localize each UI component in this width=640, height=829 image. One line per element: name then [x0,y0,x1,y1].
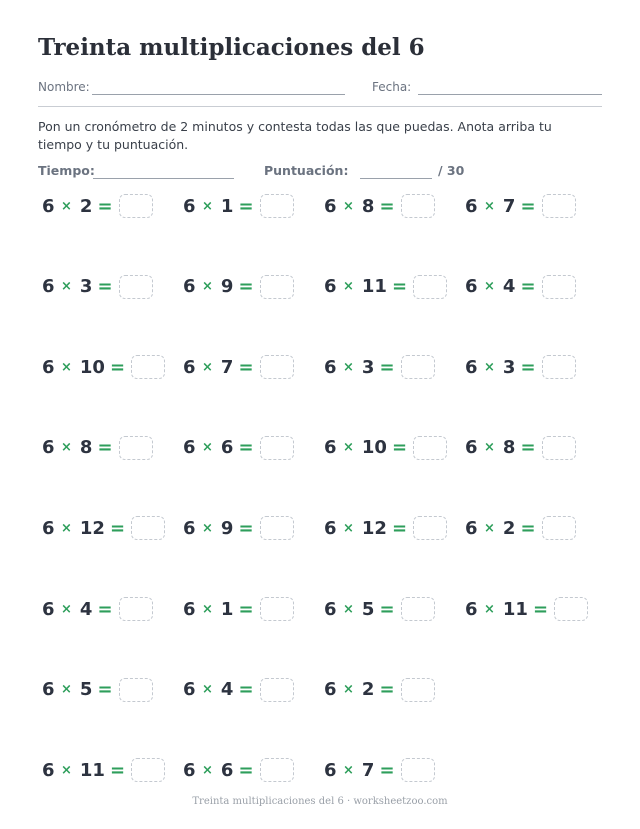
times-sign: × [484,198,495,214]
equals-sign: = [532,598,549,620]
equals-sign: = [379,195,395,217]
equals-sign: = [238,195,254,217]
multiplicand: 6 [324,517,337,539]
answer-box[interactable] [401,597,435,621]
problem-30 [324,757,435,783]
multiplier: 11 [79,759,105,781]
problem-23 [324,596,435,622]
problem-28 [42,757,165,783]
answer-box[interactable] [401,758,435,782]
answer-box[interactable] [131,758,165,782]
times-sign: × [202,762,213,778]
answer-box[interactable] [260,597,294,621]
multiplier: 10 [79,356,105,378]
multiplicand: 6 [42,437,55,459]
times-sign: × [61,440,72,456]
multiplicand: 6 [42,356,55,378]
times-sign: × [343,198,354,214]
answer-box[interactable] [413,275,447,299]
times-sign: × [202,440,213,456]
multiplier: 6 [220,437,234,459]
answer-box[interactable] [260,436,294,460]
answer-box[interactable] [260,758,294,782]
score-total: / 30 [438,163,465,178]
times-sign: × [202,682,213,698]
problem-22 [183,596,294,622]
answer-box[interactable] [119,275,153,299]
multiplicand: 6 [42,276,55,298]
problem-7 [324,274,447,300]
times-sign: × [61,682,72,698]
equals-sign: = [238,517,254,539]
name-label: Nombre: [38,80,90,94]
multiplier: 6 [220,759,234,781]
times-sign: × [484,279,495,295]
equals-sign: = [238,356,254,378]
times-sign: × [61,601,72,617]
times-sign: × [202,601,213,617]
equals-sign: = [379,759,395,781]
equals-sign: = [97,437,113,459]
times-sign: × [343,682,354,698]
problem-25 [42,677,153,703]
times-sign: × [202,198,213,214]
equals-sign: = [238,276,254,298]
multiplicand: 6 [42,759,55,781]
problem-8 [465,274,576,300]
problem-21 [42,596,153,622]
times-sign: × [343,440,354,456]
multiplicand: 6 [42,195,55,217]
times-sign: × [343,520,354,536]
multiplier: 12 [79,517,105,539]
answer-box[interactable] [119,436,153,460]
times-sign: × [484,520,495,536]
name-field-line[interactable] [92,94,345,95]
equals-sign: = [97,598,113,620]
score-row [38,163,602,183]
multiplier: 4 [220,679,234,701]
times-sign: × [343,601,354,617]
equals-sign: = [520,276,536,298]
answer-box[interactable] [542,355,576,379]
equals-sign: = [520,437,536,459]
multiplicand: 6 [42,598,55,620]
multiplicand: 6 [183,276,196,298]
multiplier: 1 [220,598,234,620]
problem-15 [324,435,447,461]
equals-sign: = [238,679,254,701]
answer-box[interactable] [119,678,153,702]
times-sign: × [61,279,72,295]
multiplier: 5 [361,598,375,620]
time-label: Tiempo: [38,163,95,178]
instructions-text: Pon un cronómetro de 2 minutos y contesta todas las que puedas. Anota arriba tu tiempo y tu puntuación. [38,119,552,152]
multiplier: 8 [79,437,93,459]
answer-box[interactable] [401,194,435,218]
equals-sign: = [520,517,536,539]
multiplier: 3 [361,356,375,378]
problem-3 [324,193,435,219]
multiplier: 8 [361,195,375,217]
multiplicand: 6 [465,598,478,620]
multiplicand: 6 [324,759,337,781]
times-sign: × [61,198,72,214]
times-sign: × [202,359,213,375]
multiplicand: 6 [465,356,478,378]
answer-box[interactable] [413,516,447,540]
multiplier: 7 [220,356,234,378]
problem-27 [324,677,435,703]
answer-box[interactable] [554,597,588,621]
problem-24 [465,596,588,622]
times-sign: × [484,359,495,375]
multiplier: 2 [361,679,375,701]
answer-box[interactable] [542,516,576,540]
multiplicand: 6 [42,517,55,539]
multiplier: 7 [502,195,516,217]
times-sign: × [61,762,72,778]
answer-box[interactable] [260,678,294,702]
multiplier: 3 [502,356,516,378]
equals-sign: = [238,759,254,781]
answer-box[interactable] [542,275,576,299]
equals-sign: = [391,437,408,459]
problem-16 [465,435,576,461]
worksheet-title: Treinta multiplicaciones del 6 [38,34,425,61]
problem-2 [183,193,294,219]
problem-19 [324,515,447,541]
multiplicand: 6 [324,276,337,298]
times-sign: × [61,520,72,536]
problem-1 [42,193,153,219]
answer-box[interactable] [413,436,447,460]
equals-sign: = [520,356,536,378]
answer-box[interactable] [131,355,165,379]
multiplicand: 6 [183,679,196,701]
answer-box[interactable] [542,194,576,218]
equals-sign: = [238,437,254,459]
multiplier: 4 [502,276,516,298]
multiplicand: 6 [183,356,196,378]
answer-box[interactable] [131,516,165,540]
multiplier: 9 [220,517,234,539]
multiplier: 1 [220,195,234,217]
equals-sign: = [379,598,395,620]
multiplicand: 6 [465,195,478,217]
multiplicand: 6 [465,276,478,298]
problem-13 [42,435,153,461]
answer-box[interactable] [401,355,435,379]
multiplicand: 6 [42,679,55,701]
equals-sign: = [97,276,113,298]
equals-sign: = [97,679,113,701]
equals-sign: = [391,517,408,539]
multiplicand: 6 [183,195,196,217]
multiplicand: 6 [183,517,196,539]
multiplier: 9 [220,276,234,298]
date-label: Fecha: [372,80,412,94]
problem-12 [465,354,576,380]
equals-sign: = [109,759,126,781]
multiplier: 10 [361,437,387,459]
problem-9 [42,354,165,380]
problem-10 [183,354,294,380]
problem-26 [183,677,294,703]
date-field-line[interactable] [418,94,602,95]
problem-5 [42,274,153,300]
name-date-row [38,80,602,100]
answer-box[interactable] [260,516,294,540]
times-sign: × [343,762,354,778]
multiplier: 8 [502,437,516,459]
score-label: Puntuación: [264,163,349,178]
equals-sign: = [379,679,395,701]
equals-sign: = [379,356,395,378]
multiplicand: 6 [465,437,478,459]
equals-sign: = [391,276,408,298]
equals-sign: = [109,356,126,378]
times-sign: × [343,359,354,375]
problem-11 [324,354,435,380]
times-sign: × [484,440,495,456]
footer-text: Treinta multiplicaciones del 6 · worksheetzoo.com [192,796,448,807]
multiplicand: 6 [183,437,196,459]
answer-box[interactable] [401,678,435,702]
multiplicand: 6 [183,598,196,620]
answer-box[interactable] [119,597,153,621]
time-field-line[interactable] [93,178,234,179]
equals-sign: = [238,598,254,620]
problem-18 [183,515,294,541]
multiplier: 11 [502,598,528,620]
answer-box[interactable] [260,194,294,218]
times-sign: × [202,520,213,536]
multiplicand: 6 [324,679,337,701]
multiplier: 3 [79,276,93,298]
times-sign: × [343,279,354,295]
problem-6 [183,274,294,300]
multiplier: 11 [361,276,387,298]
multiplier: 12 [361,517,387,539]
problem-29 [183,757,294,783]
multiplicand: 6 [324,598,337,620]
multiplicand: 6 [324,195,337,217]
problem-17 [42,515,165,541]
answer-box[interactable] [260,275,294,299]
problem-20 [465,515,576,541]
multiplicand: 6 [324,437,337,459]
multiplier: 5 [79,679,93,701]
equals-sign: = [97,195,113,217]
multiplier: 2 [79,195,93,217]
multiplier: 2 [502,517,516,539]
multiplicand: 6 [465,517,478,539]
problem-4 [465,193,576,219]
answer-box[interactable] [119,194,153,218]
times-sign: × [484,601,495,617]
problem-14 [183,435,294,461]
answer-box[interactable] [542,436,576,460]
equals-sign: = [520,195,536,217]
score-field-line[interactable] [360,178,432,179]
multiplier: 4 [79,598,93,620]
answer-box[interactable] [260,355,294,379]
multiplicand: 6 [183,759,196,781]
times-sign: × [202,279,213,295]
times-sign: × [61,359,72,375]
header-divider [38,106,602,107]
multiplicand: 6 [324,356,337,378]
equals-sign: = [109,517,126,539]
multiplier: 7 [361,759,375,781]
